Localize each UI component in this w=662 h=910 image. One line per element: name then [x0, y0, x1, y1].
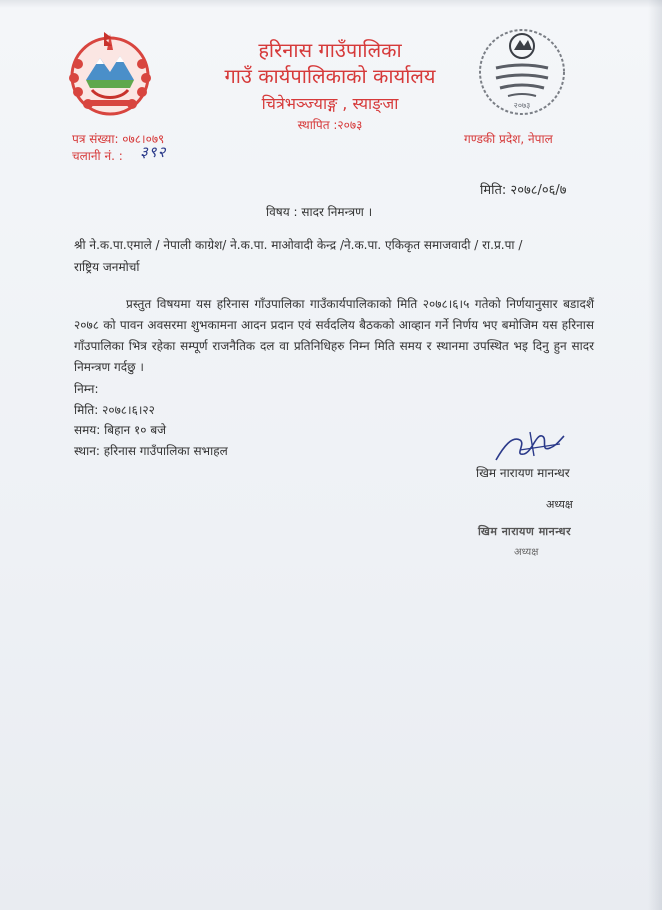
dispatch-number: ३९२ [140, 143, 167, 161]
event-place: स्थान: हरिनास गाउँपालिका सभाहल [74, 444, 228, 458]
body-paragraph-text: प्रस्तुत विषयमा यस हरिनास गाँउपालिका गाउँकार्यपालिकाको मिति २०७८।६।५ गतेको निर्णयानुसार बडादशैं २०७८ को पावन अवसरमा शुभकामना आदन प्रदान एवं सर्वदलिय बैठकको आव्हान गर्ने निर्णय भए बमोजिम यस हरिनास गाँउपालिका भित्र रहेका सम्पूर्ण राजनैतिक दल वा प्रतिनिधिहरु निम्न मिति समय र स्थानमा उपस्थित भइ दिनु हुन सादर निमन्त्रण गर्दछु । [74, 297, 594, 374]
event-time: समय: बिहान १० बजे [74, 423, 167, 437]
office-subtitle: गाउँ कार्यपालिकाको कार्यालय [224, 64, 436, 88]
dispatch-label: चलानी नं. : [72, 149, 123, 163]
paper-shadow-right [648, 0, 662, 910]
recipients-line-1: श्री ने.क.पा.एमाले / नेपाली काग्रेश/ ने.क.पा. माओवादी केन्द्र /ने.क.पा. एकिकृत समाजवादी / रा.प्र.पा / [74, 238, 523, 252]
seal-year: २०७३ [513, 101, 531, 110]
signer-name: खिम नारायण मानन्धर [476, 466, 570, 480]
province-name: गण्डकी प्रदेश, नेपाल [464, 132, 553, 146]
name-stamp: खिम नारायण मानन्धर [478, 525, 572, 538]
reference-number: पत्र संख्या: ०७८।०७९ [72, 132, 165, 146]
established-year: स्थापित :२०७३ [297, 118, 363, 132]
office-address: चित्रेभञ्ज्याङ्ग , स्याङ्जा [261, 94, 399, 113]
office-name: हरिनास गाउँपालिका [258, 38, 402, 62]
details-title: निम्न: [74, 382, 99, 396]
handwritten-signature-icon [490, 426, 570, 466]
paper-shadow-top [0, 0, 662, 8]
event-date: मिति: २०७८।६।२२ [74, 403, 155, 417]
signer-designation: अध्यक्ष [546, 498, 573, 511]
office-seal-icon [474, 24, 570, 120]
body-paragraph [74, 294, 594, 378]
letter-date: मिति: २०७८/०६/७ [480, 183, 567, 198]
letter-subject: विषय : सादर निमन्त्रण । [266, 205, 373, 219]
title-stamp: अध्यक्ष [514, 547, 539, 558]
nepal-emblem-icon [64, 28, 156, 120]
recipients-line-2: राष्ट्रिय जनमोर्चा [74, 260, 140, 274]
